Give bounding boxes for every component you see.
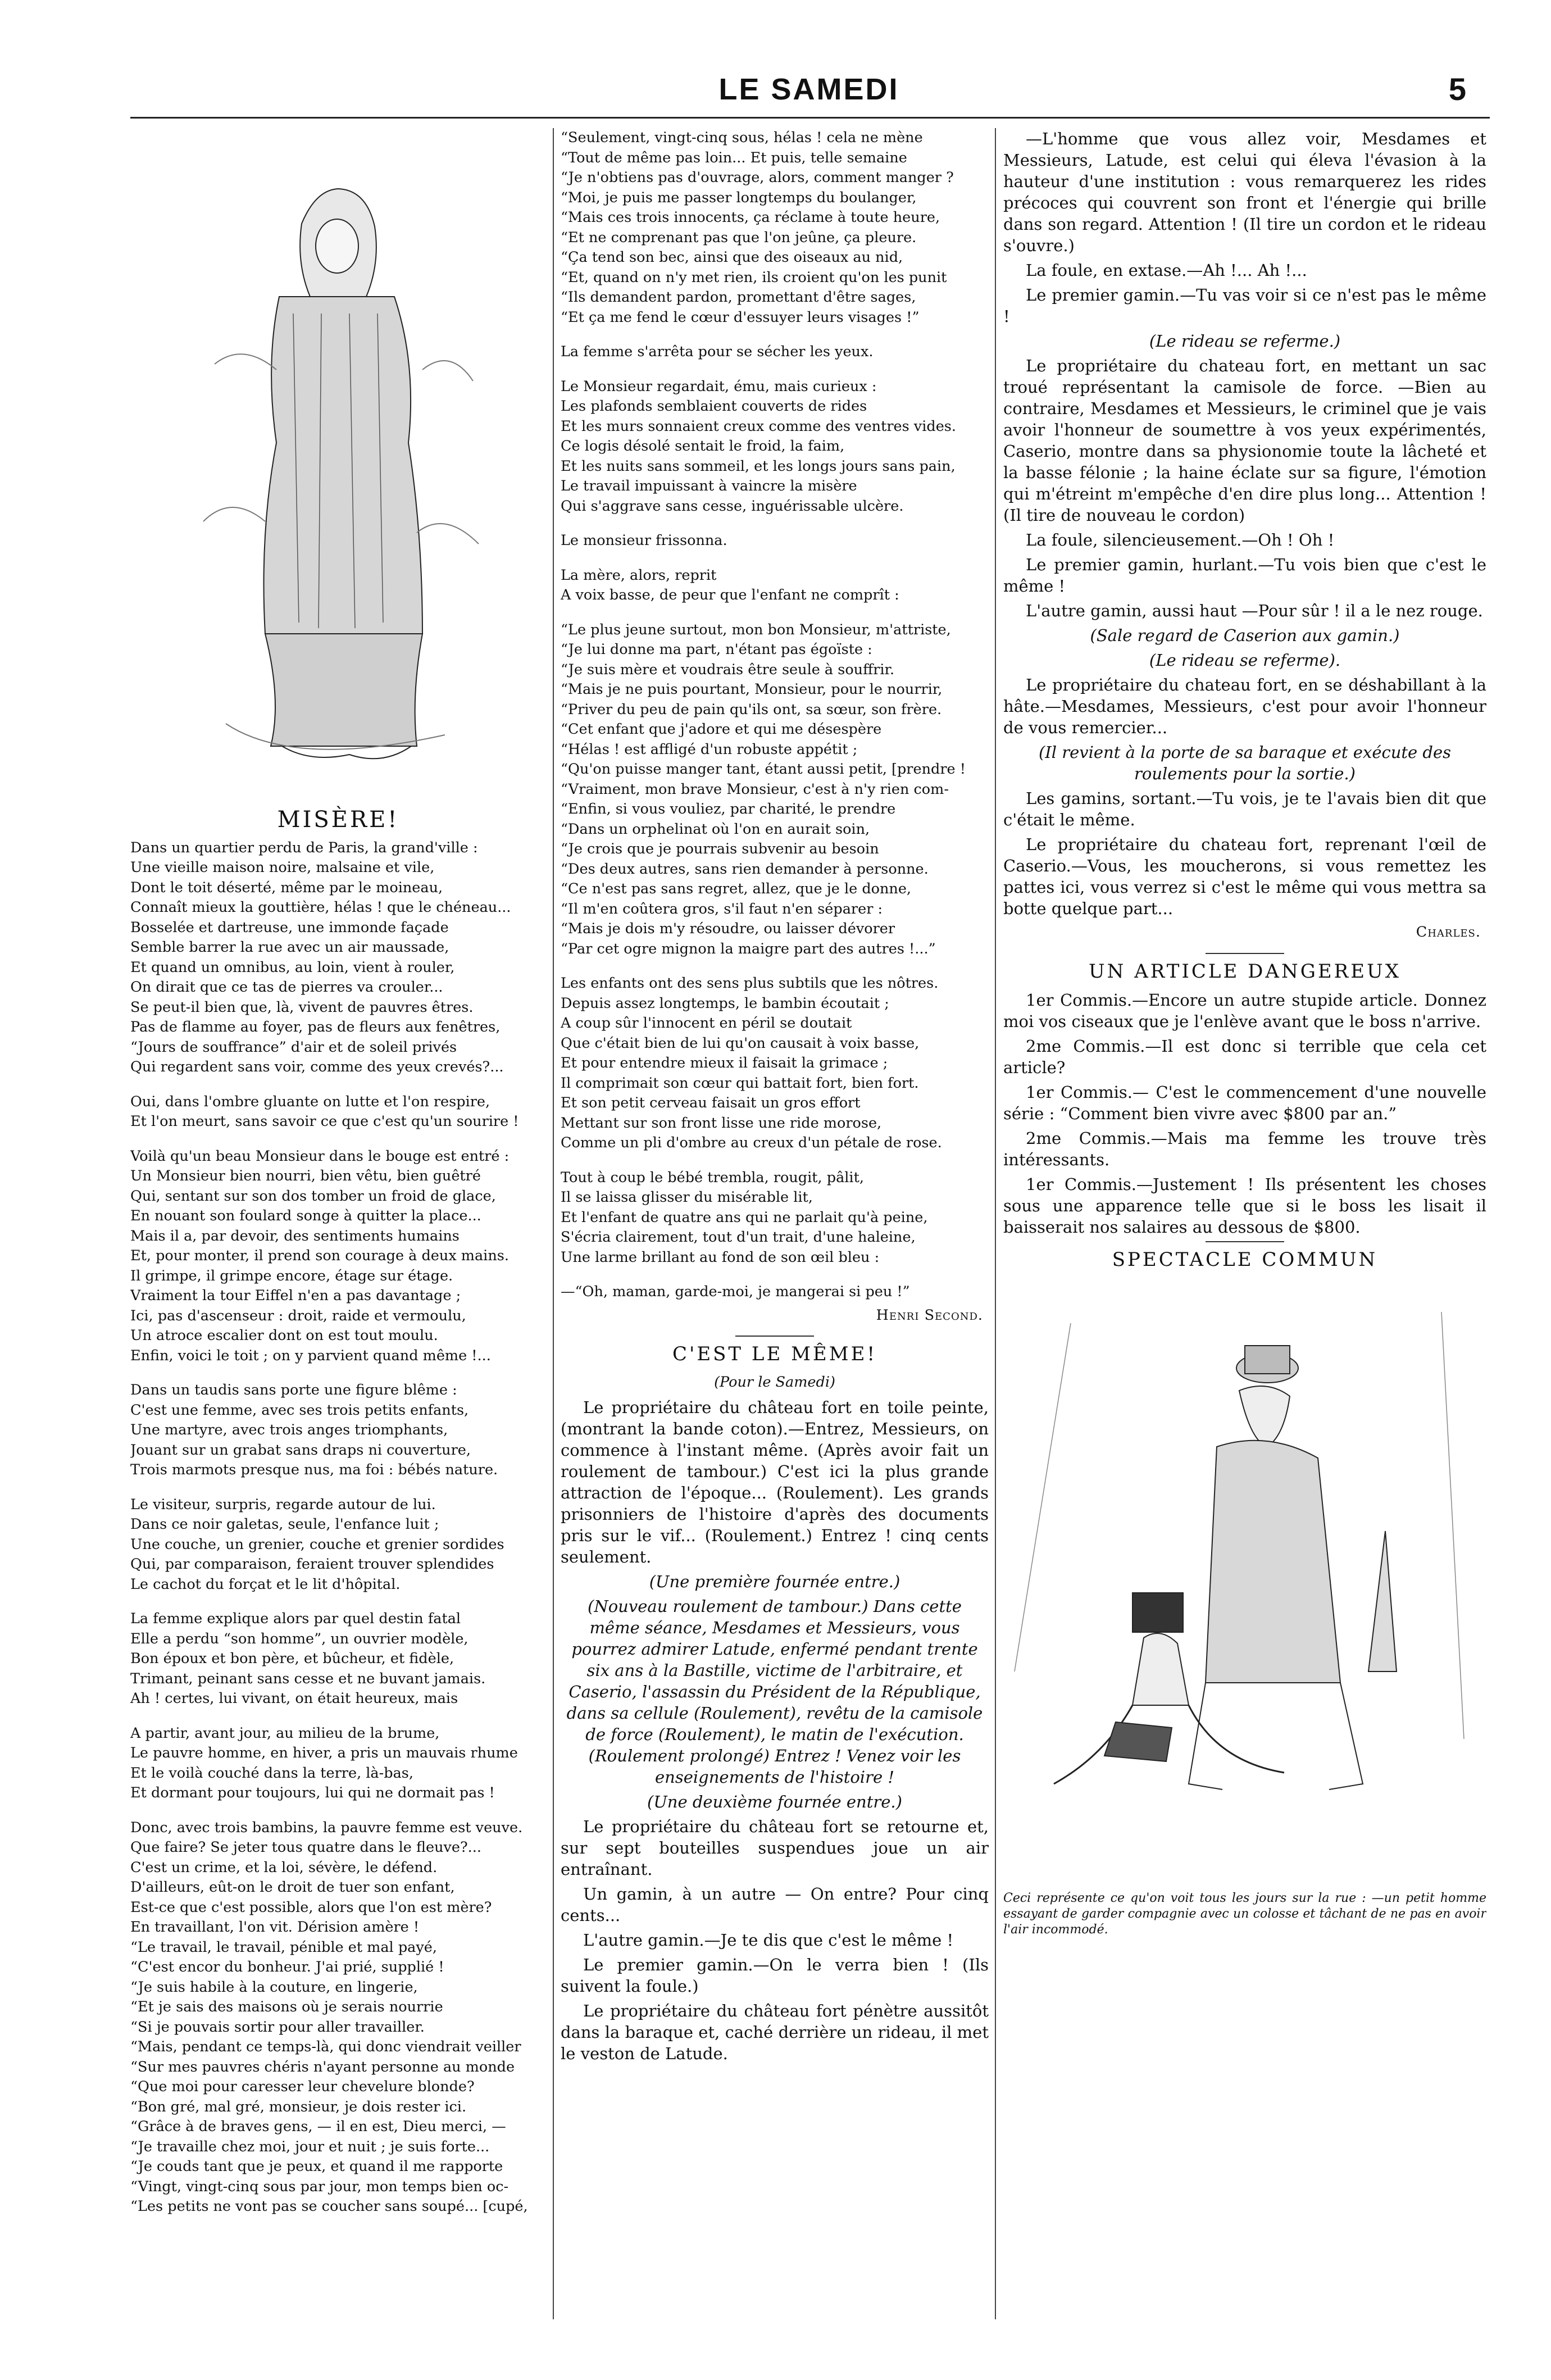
verse-line: En nouant son foulard songe à quitter la place... (130, 1207, 481, 1224)
verse-line: Une martyre, avec trois anges triomphants, (130, 1421, 448, 1438)
verse-line: Le travail impuissant à vaincre la misère (561, 478, 857, 494)
verse-line: Que faire? Se jeter tous quatre dans le fleuve?... (130, 1839, 481, 1856)
verse-line: “Je n'obtiens pas d'ouvrage, alors, comment manger ? (561, 169, 954, 186)
page-number: 5 (1448, 71, 1466, 107)
verse-line: Dont le toit déserté, même par le moineau, (130, 879, 443, 896)
verse-line: “Hélas ! est affligé d'un robuste appétit ; (561, 741, 858, 758)
stanza-gap (130, 1132, 546, 1147)
column-2 (561, 128, 989, 2347)
verse-line: Le visiteur, surpris, regarde autour de lui. (130, 1496, 436, 1513)
stage-direction: (Il revient à la porte de sa baraque et exécute des roulements pour la sortie.) (1038, 743, 1452, 783)
verse-line: Semble barrer la rue avec un air maussade, (130, 939, 449, 956)
paragraph: Le propriétaire du chateau fort, reprenant l'œil de Caserio.—Vous, les moucherons, si vous remettez les pattes ici, vous verrez si c'est le même qui vous mettra sa botte quelque part... (1003, 835, 1486, 918)
verse-line: “Cet enfant que j'adore et qui me désespère (561, 721, 882, 738)
verse-line: “Que moi pour caresser leur chevelure blonde? (130, 2078, 475, 2095)
verse-line: “Les petits ne vont pas se coucher sans soupé... [cupé, (130, 2198, 528, 2215)
stage-direction: (Sale regard de Caserion aux gamin.) (1090, 626, 1400, 645)
play-signature: Charles. (1416, 924, 1481, 941)
verse-line: Une couche, un grenier, couche et grenier sordides (130, 1536, 504, 1553)
verse-line: “Qu'on puisse manger tant, étant aussi petit, [prendre ! (561, 761, 966, 778)
paragraph: Le propriétaire du chateau fort, en mettant un sac troué représentant la camisole de force. —Bien au contraire, Mesdames et Messieurs, le criminel que je vais avoir l'honneur de soumettre à vos yeux expérimentés, Caserio, montre dans sa physionomie toute la lâcheté et la basse félonie ; la haine éclate sur sa figure, l'émotion qui m'étreint m'empêche d'en dire plus long... Attention ! (Il tire de nouveau le cordon) (1003, 356, 1486, 525)
verse-line: “Seulement, vingt-cinq sous, hélas ! cela ne mène (561, 129, 923, 146)
article-text (1003, 989, 1486, 1238)
stage-direction: (Nouveau roulement de tambour.) Dans cette même séance, Mesdames et Messieurs, vous pourrez admirer Latude, enfermé pendant trente six ans à la Bastille, victime de l'arbitraire, et Caserio, l'assassin du Président de la République, dans sa cellule (Roulement), revêtu de la camisole de force (Roulement), le matin de l'exécution. (Roulement prolongé) Entrez ! Venez voir les enseignements de l'histoire ! (566, 1597, 983, 1787)
verse-line: “Bon gré, mal gré, monsieur, je dois rester ici. (130, 2098, 467, 2115)
verse-line: Et les murs sonnaient creux comme des ventres vides. (561, 417, 956, 435)
column-separator (995, 128, 996, 2319)
verse-line: Et quand un omnibus, au loin, vient à rouler, (130, 959, 455, 976)
play-title: C'EST LE MÊME! (672, 1343, 877, 1365)
verse-line: Qui, par comparaison, feraient trouver splendides (130, 1556, 494, 1573)
verse-line: “Et je sais des maisons où je serais nourrie (130, 1999, 443, 2015)
header-rule (130, 117, 1490, 119)
verse-line: “Et ne comprenant pas que l'on jeûne, ça pleure. (561, 229, 917, 246)
verse-line: “Je suis mère et voudrais être seule à souffrir. (561, 661, 895, 678)
verse-line: Pas de flamme au foyer, pas de fleurs aux fenêtres, (130, 1019, 501, 1035)
paragraph: Le premier gamin.—Tu vas voir si ce n'est pas le même ! (1003, 285, 1486, 326)
stanza-gap (130, 1078, 546, 1092)
verse-line: Depuis assez longtemps, le bambin écoutait ; (561, 994, 889, 1012)
verse-line: “Et, quand on n'y met rien, ils croient qu'on les punit (561, 269, 947, 286)
verse-line: “Jours de souffrance” d'air et de soleil privés (130, 1038, 457, 1056)
paragraph: 1er Commis.—Justement ! Ils présentent les choses sous une apparence telle que si le boss les lisait il baisserait nos salaires au dessous de $800. (1003, 1175, 1486, 1237)
verse-line: La femme s'arrêta pour se sécher les yeux. (561, 343, 874, 360)
verse-line: “Je travaille chez moi, jour et nuit ; je suis forte... (130, 2138, 490, 2155)
verse-line: Le pauvre homme, en hiver, a pris un mauvais rhume (130, 1745, 518, 1761)
verse-line: A partir, avant jour, au milieu de la brume, (130, 1724, 440, 1742)
verse-line: “Et ça me fend le cœur d'essuyer leurs visages !” (561, 308, 920, 326)
stage-direction: (Une deuxième fournée entre.) (647, 1792, 902, 1811)
paragraph: 2me Commis.—Mais ma femme les trouve très intéressants. (1003, 1129, 1486, 1169)
stage-direction: (Une première fournée entre.) (649, 1572, 900, 1591)
verse-line: “Je lui donne ma part, n'étant pas égoïste : (561, 641, 872, 658)
verse-line: Ah ! certes, lui vivant, on était heureux, mais (130, 1690, 458, 1707)
verse-line: Et son petit cerveau faisait un gros effort (561, 1094, 861, 1111)
verse-line: “Mais je ne puis pourtant, Monsieur, pour le nourrir, (561, 681, 943, 698)
verse-line: Bon époux et bon père, et bûcheur, et fidèle, (130, 1650, 454, 1667)
verse-line: Trois marmots presque nus, ma foi : bébés nature. (130, 1461, 498, 1478)
stanza-gap (130, 1366, 546, 1380)
verse-line: Qui s'aggrave sans cesse, inguérissable ulcère. (561, 497, 904, 515)
verse-line: “Ils demandent pardon, promettant d'être sages, (561, 289, 916, 306)
section-divider (735, 1336, 814, 1337)
verse-line: Tout à coup le bébé trembla, rougit, pâlit, (561, 1169, 864, 1186)
verse-line: “Sur mes pauvres chéris n'ayant personne au monde (130, 2058, 515, 2075)
verse-line: Trimant, peinant sans cesse et ne buvant jamais. (130, 1670, 486, 1687)
verse-line: Et pour entendre mieux il faisait la grimace ; (561, 1055, 888, 1071)
verse-line: Donc, avec trois bambins, la pauvre femme est veuve. (130, 1819, 523, 1836)
verse-line: Et dormant pour toujours, lui qui ne dormait pas ! (130, 1784, 495, 1801)
verse-line: “Vingt, vingt-cinq sous par jour, mon temps bien oc- (130, 2178, 509, 2195)
verse-line: “Je couds tant que je peux, et quand il me rapporte (130, 2158, 503, 2175)
verse-line: Qui regardent sans voir, comme des yeux crevés?... (130, 1059, 504, 1075)
verse-line: Il comprimait son cœur qui battait fort, bien fort. (561, 1074, 919, 1092)
verse-line: Voilà qu'un beau Monsieur dans le bouge est entré : (130, 1147, 510, 1165)
verse-line: “Mais ces trois innocents, ça réclame à toute heure, (561, 209, 940, 226)
verse-line: Il grimpe, il grimpe encore, étage sur étage. (130, 1267, 453, 1284)
verse-line: “Je crois que je pourrais subvenir au besoin (561, 841, 879, 857)
verse-line: “Grâce à de braves gens, — il en est, Dieu merci, — (130, 2118, 506, 2135)
verse-line: “C'est encor du bonheur. J'ai prié, supplié ! (130, 1959, 444, 1975)
page-header (140, 66, 1477, 111)
verse-line: Les plafonds semblaient couverts de rides (561, 398, 867, 415)
play-text-continued (1003, 128, 1486, 919)
verse-line: “Ça tend son bec, ainsi que des oiseaux au nid, (561, 249, 903, 266)
paragraph: La foule, silencieusement.—Oh ! Oh ! (1026, 530, 1335, 549)
play-subtitle: (Pour le Samedi) (714, 1373, 835, 1391)
verse-line: C'est une femme, avec ses trois petits enfants, (130, 1401, 469, 1419)
poem-title: MISÈRE! (277, 807, 399, 833)
verse-line: On dirait que ce tas de pierres va crouler... (130, 979, 443, 996)
verse-line: Enfin, voici le toit ; on y parvient quand même !... (130, 1347, 491, 1364)
paragraph: Un gamin, à un autre — On entre? Pour cinq cents... (561, 1884, 989, 1925)
stanza-gap (130, 1709, 546, 1724)
spectacle-illustration (1003, 1278, 1486, 1891)
verse-line: Bosselée et dartreuse, une immonde façade (130, 919, 449, 936)
verse-line: “Je suis habile à la couture, en lingerie, (130, 1978, 418, 1996)
verse-line: Comme un pli d'ombre au creux d'un pétale de rose. (561, 1134, 942, 1151)
woman-in-shawl-illustration (181, 128, 495, 802)
verse-line: Dans un quartier perdu de Paris, la grand'ville : (130, 839, 478, 856)
verse-line: Le monsieur frissonna. (561, 532, 727, 549)
verse-line: Se peut-il bien que, là, vivent de pauvres êtres. (130, 998, 474, 1016)
verse-line: “Si je pouvais sortir pour aller travailler. (130, 2018, 425, 2036)
stanza-gap (561, 1153, 989, 1168)
verse-line: C'est un crime, et la loi, sévère, le défend. (130, 1859, 438, 1876)
verse-line: Jouant sur un grabat sans draps ni couverture, (130, 1441, 471, 1459)
paragraph: L'autre gamin.—Je te dis que c'est le même ! (583, 1931, 954, 1950)
verse-line: “Tout de même pas loin... Et puis, telle semaine (561, 149, 907, 166)
verse-line: Un Monsieur bien nourri, bien vêtu, bien guêtré (130, 1168, 481, 1184)
verse-line: Mais il a, par devoir, des sentiments humains (130, 1227, 460, 1244)
verse-line: En travaillant, l'on vit. Dérision amère ! (130, 1919, 420, 1936)
verse-line: Oui, dans l'ombre gluante on lutte et l'on respire, (130, 1093, 490, 1110)
verse-line: Une vieille maison noire, malsaine et vile, (130, 859, 435, 876)
paragraph: Le premier gamin, hurlant.—Tu vois bien que c'est le même ! (1003, 555, 1486, 596)
paragraph: La foule, en extase.—Ah !... Ah !... (1026, 261, 1307, 280)
verse-line: “Mais, pendant ce temps-là, qui donc viendrait veiller (130, 2038, 521, 2055)
stanza-gap (561, 959, 989, 974)
stage-direction: (Le rideau se referme). (1149, 651, 1341, 670)
verse-line: Et le voilà couché dans la terre, là-bas, (130, 1764, 413, 1782)
verse-line: “Ce n'est pas sans regret, allez, que je le donne, (561, 880, 912, 897)
stage-direction: (Le rideau se referme.) (1149, 331, 1341, 351)
verse-line: “Il m'en coûtera gros, s'il faut n'en séparer : (561, 900, 883, 918)
stanza-gap (130, 1480, 546, 1495)
stanza-gap (561, 516, 989, 531)
verse-line: Et l'on meurt, sans savoir ce que c'est qu'un sourire ! (130, 1113, 519, 1130)
verse-line: Connaît mieux la gouttière, hélas ! que le chéneau... (130, 899, 511, 916)
stanza-gap (561, 1268, 989, 1282)
verse-line: Une larme brillant au fond de son œil bleu : (561, 1248, 880, 1266)
column-separator (553, 128, 554, 2319)
verse-line: Le cachot du forçat et le lit d'hôpital. (130, 1575, 401, 1593)
verse-line: “Vraiment, mon brave Monsieur, c'est à n'y rien com- (561, 780, 949, 798)
verse-line: A coup sûr l'innocent en péril se doutait (561, 1015, 852, 1032)
verse-line: Est-ce que c'est possible, alors que l'on est mère? (130, 1898, 492, 1916)
newspaper-title: LE SAMEDI (718, 72, 899, 106)
spectacle-title: SPECTACLE COMMUN (1112, 1248, 1378, 1271)
verse-line: Ici, pas d'ascenseur : droit, raide et vermoulu, (130, 1307, 466, 1324)
paragraph: Les gamins, sortant.—Tu vois, je te l'avais bien dit que c'était le même. (1003, 789, 1486, 829)
paragraph: Le premier gamin.—On le verra bien ! (Ils suivent la foule.) (561, 1955, 989, 1996)
paragraph: L'autre gamin, aussi haut —Pour sûr ! il a le nez rouge. (1026, 601, 1483, 620)
verse-line: “Par cet ogre mignon la maigre part des autres !...” (561, 940, 936, 957)
stanza-gap (561, 551, 989, 566)
verse-line: Ce logis désolé sentait le froid, la faim, (561, 438, 845, 455)
verse-line: La femme explique alors par quel destin fatal (130, 1610, 461, 1627)
verse-line: —“Oh, maman, garde-moi, je mangerai si peu !” (561, 1283, 910, 1300)
verse-line: Dans un taudis sans porte une figure blême : (130, 1382, 457, 1398)
verse-line: Dans ce noir galetas, seule, l'enfance luit ; (130, 1516, 439, 1533)
stanza-gap (561, 606, 989, 620)
verse-line: Mettant sur son front lisse une ride morose, (561, 1114, 882, 1132)
verse-line: “Priver du peu de pain qu'ils ont, sa sœur, son frère. (561, 701, 942, 718)
verse-line: Les enfants ont des sens plus subtils que les nôtres. (561, 975, 939, 992)
verse-line: Le Monsieur regardait, ému, mais curieux : (561, 378, 877, 395)
verse-line: A voix basse, de peur que l'enfant ne comprît : (561, 587, 899, 603)
verse-line: Elle a perdu “son homme”, un ouvrier modèle, (130, 1630, 469, 1647)
verse-line: Vraiment la tour Eiffel n'en a pas davantage ; (130, 1287, 461, 1304)
paragraph: —L'homme que vous allez voir, Mesdames et Messieurs, Latude, est celui qui éleva l'évasion à la hauteur d'une institution : vous remarquerez les rides précoces qui couvrent son front et l'énergie qui brille dans son regard. Attention ! (Il tire un cordon et le rideau s'ouvre.) (1003, 129, 1486, 255)
stanza-gap (561, 328, 989, 342)
paragraph: Le propriétaire du château fort pénètre aussitôt dans la baraque et, caché derrière un rideau, il met le veston de Latude. (561, 2001, 989, 2063)
paragraph: Le propriétaire du château fort se retourne et, sur sept bouteilles suspendues joue un air entraînant. (561, 1817, 989, 1879)
verse-line: Et les nuits sans sommeil, et les longs jours sans pain, (561, 457, 956, 475)
verse-line: Qui, sentant sur son dos tomber un froid de glace, (130, 1187, 496, 1205)
play-text (561, 1397, 989, 2064)
verse-line: “Mais je dois m'y résoudre, ou laisser dévorer (561, 920, 895, 937)
illustration-caption: Ceci représente ce qu'on voit tous les jours sur la rue : —un petit homme essayant de garder compagnie avec un colosse et tâchant de ne pas en avoir l'air incommodé. (1003, 1891, 1486, 1937)
verse-line: D'ailleurs, eût-on le droit de tuer son enfant, (130, 1879, 455, 1896)
verse-line: Il se laissa glisser du misérable lit, (561, 1189, 813, 1206)
section-divider (1206, 1241, 1284, 1242)
paragraph: 1er Commis.—Encore un autre stupide article. Donnez moi vos ciseaux que je l'enlève avant que le boss n'arrive. (1003, 991, 1486, 1031)
stanza-gap (130, 1804, 546, 1818)
verse-line: S'écria clairement, tout d'un trait, d'une haleine, (561, 1229, 916, 1246)
paragraph: Le propriétaire du chateau fort, en se déshabillant à la hâte.—Mesdames, Messieurs, c'est pour avoir l'honneur de vous remercier... (1003, 675, 1486, 737)
verse-line: “Des deux autres, sans rien demander à personne. (561, 860, 929, 878)
article-title: UN ARTICLE DANGEREUX (1089, 960, 1401, 983)
column-1 (130, 128, 546, 2347)
verse-line: Que c'était bien de lui qu'on causait à voix basse, (561, 1034, 920, 1052)
verse-line: “Dans un orphelinat où l'on en aurait soin, (561, 820, 870, 838)
verse-line: Et, pour monter, il prend son courage à deux mains. (130, 1247, 509, 1264)
stanza-gap (561, 362, 989, 377)
verse-line: “Le plus jeune surtout, mon bon Monsieur, m'attriste, (561, 621, 951, 638)
verse-line: La mère, alors, reprit (561, 566, 717, 584)
section-divider (1206, 953, 1284, 954)
paragraph: 2me Commis.—Il est donc si terrible que cela cet article? (1003, 1037, 1486, 1077)
verse-line: “Enfin, si vous vouliez, par charité, le prendre (561, 801, 896, 817)
verse-line: “Moi, je puis me passer longtemps du boulanger, (561, 189, 917, 206)
verse-line: Et l'enfant de quatre ans qui ne parlait qu'à peine, (561, 1209, 928, 1226)
stanza-gap (130, 1595, 546, 1609)
poem-continuation (561, 128, 989, 1302)
verse-line: Un atroce escalier dont on est tout moulu. (130, 1327, 438, 1344)
poem-body (130, 838, 546, 2217)
poem-signature: Henri Second. (876, 1306, 983, 1324)
verse-line: “Le travail, le travail, pénible et mal payé, (130, 1938, 437, 1956)
paragraph: 1er Commis.— C'est le commencement d'une nouvelle série : “Comment bien vivre avec $800 par an.” (1003, 1083, 1486, 1123)
paragraph: Le propriétaire du château fort en toile peinte, (montrant la bande coton).—Entrez, Messieurs, on commence à l'instant même. (Après avoir fait un roulement de tambour.) C'est ici la plus grande attraction de l'époque... (Roulement). Les grands prisonniers de l'histoire d'après des documents pris sur le vif... (Roulement.) Entrez ! cinq cents seulement. (561, 1398, 989, 1566)
column-3 (1003, 128, 1486, 2347)
